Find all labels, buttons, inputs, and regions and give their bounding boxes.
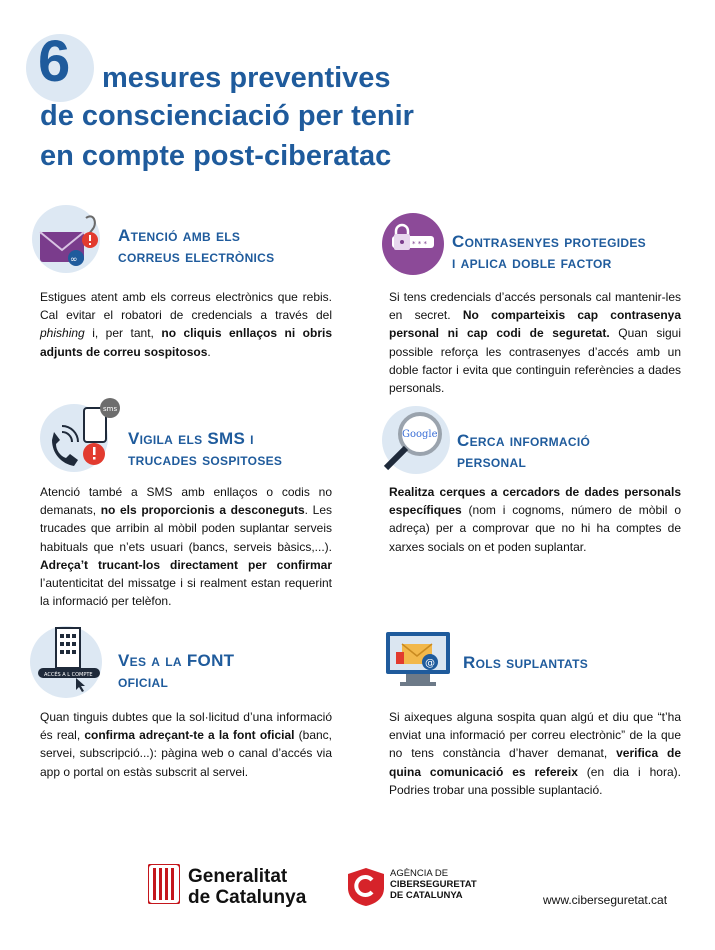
body-segment: (en dia i hora). Podries trobar una possible suplantació. — [389, 764, 681, 797]
body-segment: No comparteixis cap contrasenya personal ni cap codi de seguretat. — [389, 308, 681, 341]
access-account-label: ACCÉS A L COMPTE — [44, 672, 93, 678]
title-line-1: mesures preventives — [102, 62, 391, 94]
body-segment: . Les trucades que arribin al mòbil poden suplantar serveis habituals que n’ets usuari (bancs, serveis bàsics,...). — [40, 503, 333, 554]
body-segment: no cliquis enllaços ni obris adjunts de correu sospitosos — [40, 326, 333, 359]
body-segment: Quan sigui possible reforça les contrasenyes d’accés amb un doble factor i evita que continguin referències a dades personals. — [389, 326, 681, 396]
password-lock-icon — [388, 222, 440, 266]
sms-label: sms — [103, 405, 118, 413]
body-segment: . — [207, 344, 211, 359]
body-segment: (nom i cognoms, número de mòbil o adreça) per a comprovar que no hi ha comptes de xarxes socials on et poden suplantar. — [389, 503, 681, 554]
card-passwords-body — [389, 288, 681, 397]
agency-line2: CIBERSEGURETAT — [390, 879, 477, 890]
generalitat-text — [188, 866, 306, 908]
card-search-heading — [457, 430, 590, 472]
phone-sms-warning-icon — [42, 396, 126, 472]
card-sms-body — [40, 483, 332, 610]
card-roles-body — [389, 708, 681, 799]
body-segment: phishing — [40, 326, 85, 341]
card-sms-heading — [128, 428, 282, 470]
card-email-body — [40, 288, 332, 361]
agency-line1: AGÈNCIA DE — [390, 868, 449, 879]
card-sms-heading-line2: trucades sospitoses — [128, 450, 283, 469]
title-line-3: en compte post-ciberatac — [40, 140, 392, 172]
body-segment: l’autenticitat del missatge i si realment estan requerint la informació per telèfon. — [40, 576, 332, 609]
website-link[interactable]: www.ciberseguretat.cat — [543, 893, 668, 907]
body-segment: no els proporcionis a desconeguts — [100, 503, 305, 518]
card-search-body — [389, 483, 681, 556]
svg-text:∞: ∞ — [70, 255, 78, 265]
agency-line3: DE CATALUNYA — [390, 890, 463, 901]
card-roles-heading-line1: Rols suplantats — [463, 653, 589, 672]
title-number: 6 — [38, 29, 71, 94]
agency-shield-icon — [346, 866, 386, 906]
card-search-heading-line1: Cerca informació — [457, 431, 591, 450]
svg-text:@: @ — [425, 658, 435, 669]
body-segment: Si tens credencials d’accés personals cal mantenir-les en secret. — [389, 290, 681, 323]
body-segment: i, per tant, — [84, 326, 162, 341]
body-segment: Atenció també a SMS amb enllaços o codis no demanats, — [40, 485, 332, 518]
body-segment: Estigues atent amb els correus electrònics que rebis. Cal evitar el robatori de credencials a través del — [40, 290, 332, 323]
agency-text — [390, 868, 477, 901]
google-label: Google — [402, 429, 438, 440]
monitor-email-icon — [384, 628, 454, 692]
generalitat-emblem-icon — [148, 864, 180, 904]
card-roles-heading — [463, 652, 588, 673]
card-passwords-heading — [452, 231, 646, 273]
search-google-icon — [378, 408, 458, 474]
card-official-heading-line2: oficial — [118, 672, 169, 691]
body-segment: (banc, servei, subscripció...): pàgina web o canal d’accés via app o portal on estàs subscrit al servei. — [40, 728, 333, 779]
generalitat-line2: de Catalunya — [188, 887, 307, 908]
card-passwords-heading-line2: i aplica doble factor — [452, 253, 612, 272]
card-official-body — [40, 708, 332, 781]
building-access-icon — [32, 622, 106, 694]
card-email-heading-line1: Atenció amb els — [118, 226, 241, 245]
card-official-heading — [118, 650, 234, 692]
card-sms-heading-line1: Vigila els SMS i — [128, 429, 254, 448]
body-segment: Realitza cerques a cercadors de dades personals específiques — [389, 485, 681, 518]
body-segment: confirma adreçant-te a la font oficial — [84, 728, 295, 743]
body-segment: Quan tinguis dubtes que la sol·licitud d’una informació és real, — [40, 710, 332, 743]
body-segment: Si aixeques alguna sospita quan algú et diu que “t’ha enviat una informació per correu electrònic” de la que no tens constància d’haver demanat, — [389, 710, 681, 761]
card-email-heading — [118, 225, 274, 267]
card-official-heading-line1: Ves a la FONT — [118, 651, 235, 670]
title-line-2: de conscienciació per tenir — [40, 100, 414, 132]
generalitat-line1: Generalitat — [188, 866, 288, 887]
card-email-heading-line2: correus electrònics — [118, 247, 275, 266]
svg-text:* * *: * * * — [412, 240, 427, 248]
card-search-heading-line2: personal — [457, 452, 527, 471]
body-segment: Adreça’t trucant-los directament per confirmar — [40, 557, 332, 572]
body-segment: verifica de quina comunicació es refereix — [389, 746, 681, 779]
agency-logo — [346, 866, 477, 911]
card-passwords-heading-line1: Contrasenyes protegides — [452, 232, 646, 251]
email-warning-icon — [34, 210, 104, 274]
